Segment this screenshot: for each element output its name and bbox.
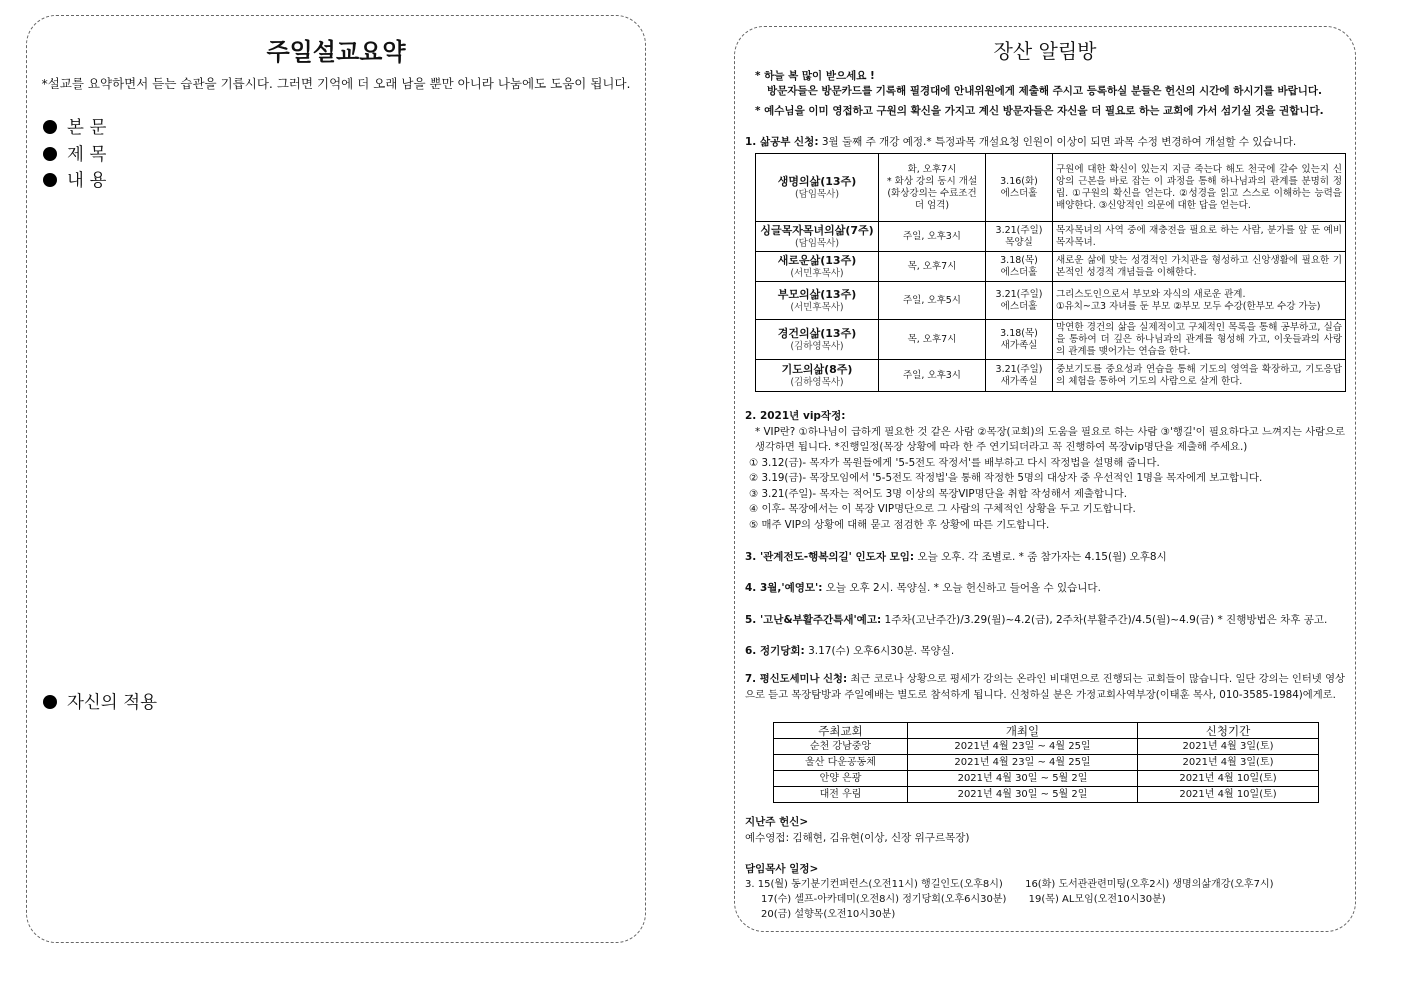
- course-time: 화, 오후7시 * 화상 강의 동시 개설 (화상강의는 수료조건 더 엄격): [879, 154, 986, 222]
- seminar-header-host: 주최교회: [774, 723, 908, 739]
- course-description: 중보기도를 중요성과 연습을 통해 기도의 영역을 확장하고, 기도응답의 체험을 통하여 기도의 사람으로 살게 한다.: [1053, 360, 1346, 392]
- application-item: 자신의 적용: [43, 689, 157, 714]
- section-seminar: 7. 평신도세미나 신청: 최근 코로나 상황으로 평세가 강의는 온라인 비대면으로 진행되는 교회들이 많습니다. 일단 강의는 인터넷 영상으로 듣고 목장탐방과 주일예배는 별도로 참석하게 됩니다. 신청하실 분은 가정교회사역부장(이태훈 목사, 010-3585-1984)에게로.: [745, 673, 1345, 701]
- course-teacher: (서민후목사): [790, 301, 844, 313]
- course-title: 부모의삶(13주): [777, 287, 857, 301]
- course-table: [755, 153, 1346, 392]
- course-start: 3.18(목) 새가족실: [986, 320, 1053, 360]
- course-title: 새로운삶(13주): [777, 253, 857, 267]
- course-description: 막연한 경건의 삶을 실제적이고 구체적인 목록을 통해 공부하고, 실습을 통하여 더 깊은 하나님과의 관계를 형성해 가고, 이웃들과의 사랑의 관계를 맺어가는 연습을 한다.: [1053, 320, 1346, 360]
- section-relationship-evangelism: 3. '관계전도-행복의길' 인도자 모임: 오늘 오후. 각 조별로. * 줌 참가자는 4.15(월) 오후8시: [745, 551, 1167, 563]
- schedule-line: 3. 15(월) 동기분기컨퍼런스(오전11시) 행길인도(오후8시) 16(화) 도서관관련미팅(오후2시) 생명의삶개강(오후7시): [745, 879, 1274, 890]
- sermon-summary-title: 주일설교요약: [266, 38, 406, 66]
- course-time: 주일, 오후5시: [879, 282, 986, 320]
- vip-line: ② 3.19(금)- 목장모임에서 '5-5전도 작정법'을 통해 작정한 5명의 대상자 중 우선적인 1명을 목자에게 보고합니다.: [749, 472, 1263, 484]
- text-item: 본 문: [43, 114, 106, 139]
- course-row: [756, 282, 1346, 320]
- course-title: 경건의삶(13주): [777, 326, 857, 340]
- course-start: 3.21(주일) 새가족실: [986, 360, 1053, 392]
- course-time: 목, 오후7시: [879, 252, 986, 282]
- course-description: 새로운 삶에 맞는 성경적인 가치관을 형성하고 신앙생활에 필요한 기본적인 성경적 개념들을 이해한다.: [1053, 252, 1346, 282]
- seminar-table: [773, 722, 1319, 803]
- course-name: [756, 320, 879, 360]
- bullet-icon: [43, 147, 57, 161]
- course-name: [756, 360, 879, 392]
- believer-notice: * 예수님을 이미 영접하고 구원의 확신을 가지고 계신 방문자들은 자신을 더 필요로 하는 교회에 가서 섬기실 것을 권합니다.: [755, 105, 1324, 117]
- vip-line: ⑤ 매주 VIP의 상황에 대해 묻고 점검한 후 상황에 따른 기도합니다.: [749, 518, 1050, 531]
- course-row: [756, 320, 1346, 360]
- course-row: [756, 252, 1346, 282]
- course-row: [756, 222, 1346, 252]
- course-time: 주일, 오후3시: [879, 222, 986, 252]
- course-title: 싱글목자목녀의삶(7주): [760, 223, 874, 237]
- bullet-icon: [43, 695, 57, 709]
- schedule-line: 20(금) 설향목(오전10시30분): [761, 909, 896, 920]
- vip-line: ④ 이후- 목장에서는 이 목장 VIP명단으로 그 사람의 구체적인 상황을 두고 기도합니다.: [749, 503, 1136, 515]
- course-teacher: (김하영목사): [790, 376, 844, 388]
- course-start: 3.21(주일) 목양실: [986, 222, 1053, 252]
- vip-line: * VIP란? ①하나님이 급하게 필요한 것 같은 사람 ②목장(교회)의 도움을 필요로 하는 사람 ③'행길'이 필요하다고 느껴지는 사람으로 생각하면 됩니다. *진행일정(목장 상황에 따라 한 주 연기되더라고 꼭 진행하여 목장vip명단을 제출해 주세요.): [755, 425, 1345, 453]
- section-yeyoungmo: 4. 3월,'예영모': 오늘 오후 2시. 목양실. * 오늘 헌신하고 들어올 수 있습니다.: [745, 582, 1101, 594]
- course-time: 목, 오후7시: [879, 320, 986, 360]
- section-special-prayer: 5. '고난&부활주간특새'예고: 1주차(고난주간)/3.29(월)~4.2(금), 2주차(부활주간)/4.5(월)~4.9(금) * 진행방법은 차후 공고.: [745, 614, 1328, 626]
- course-name: [756, 154, 879, 222]
- course-start: 3.21(주일) 에스더홀: [986, 282, 1053, 320]
- bullet-icon: [43, 173, 57, 187]
- course-start: 3.18(목) 에스더홀: [986, 252, 1053, 282]
- course-time: 주일, 오후3시: [879, 360, 986, 392]
- table-row: 대전 우림 2021년 4월 30일 ~ 5월 2일 2021년 4월 10일(토): [774, 787, 1319, 803]
- table-row: 울산 다운공동체 2021년 4월 23일 ~ 4월 25일 2021년 4월 3일(토): [774, 755, 1319, 771]
- visitor-notice: * 하늘 복 많이 받으세요 ! 방문자들은 방문카드를 기록해 필경대에 안내위원에게 제출해 주시고 등록하실 분들은 헌신의 시간에 하시기를 바랍니다.: [755, 70, 1323, 97]
- course-teacher: (담임목사): [794, 188, 840, 200]
- course-title: 기도의삶(8주): [781, 362, 853, 376]
- course-name: [756, 252, 879, 282]
- sermon-summary-panel: [26, 15, 646, 943]
- vip-line: ① 3.12(금)- 목자가 목원들에게 '5-5전도 작정서'를 배부하고 다시 작정법을 설명해 줍니다.: [749, 456, 1160, 469]
- content-item: 내 용: [43, 167, 106, 192]
- course-row: [756, 360, 1346, 392]
- title-item: 제 목: [43, 141, 106, 166]
- course-title: 생명의삶(13주): [777, 174, 857, 188]
- vip-line: ③ 3.21(주일)- 목자는 적어도 3명 이상의 목장VIP명단을 취합 작성해서 제출합니다.: [749, 487, 1127, 500]
- course-name: [756, 222, 879, 252]
- course-teacher: (서민후목사): [790, 267, 844, 279]
- announcements-title: 장산 알림방: [993, 39, 1097, 63]
- section-session-meeting: 6. 정기당회: 3.17(수) 오후6시30분. 목양실.: [745, 645, 955, 657]
- course-description: 목자목녀의 사역 중에 재충전을 필요로 하는 사람, 분가를 앞 둔 예비 목자목녀.: [1053, 222, 1346, 252]
- course-start: 3.16(화) 에스더홀: [986, 154, 1053, 222]
- table-row: 순천 강남중앙 2021년 4월 23일 ~ 4월 25일 2021년 4월 3일(토): [774, 739, 1319, 755]
- course-teacher: (담임목사): [794, 237, 840, 249]
- course-name: [756, 282, 879, 320]
- announcements-panel: [734, 26, 1356, 932]
- schedule-line: 17(수) 셀프-아카데미(오전8시) 정기당회(오후6시30분) 19(목) AL모임(오전10시30분): [761, 894, 1166, 905]
- course-description: 구원에 대한 확신이 있는지 지금 죽는다 해도 천국에 갈수 있는지 신앙의 근본을 바로 잡는 이 과정을 통해 하나님과의 관계를 분명히 정립. ①구원의 확신을 얻는다. ②성경을 읽고 스스로 이해하는 능력을 배양한다. ③신앙적인 의문에 대한 답을 얻는다.: [1053, 154, 1346, 222]
- bullet-icon: [43, 120, 57, 134]
- seminar-header-apply: 신청기간: [1138, 723, 1319, 739]
- sermon-summary-note: *설교를 요약하면서 듣는 습관을 기릅시다. 그러면 기억에 더 오래 남을 뿐만 아니라 나눔에도 도움이 됩니다.: [41, 76, 631, 91]
- section-life-study: 1. 삶공부 신청: 3월 둘째 주 개강 예정.* 특정과목 개설요청 인원이 이상이 되면 과목 수정 변경하여 개설할 수 있습니다.: [745, 136, 1297, 148]
- course-description: 그리스도인으로서 부모와 자식의 새로운 관계. ①유치~고3 자녀를 둔 부모 ②부모 모두 수강(한부모 수강 가능): [1053, 282, 1346, 320]
- course-row: [756, 154, 1346, 222]
- section-offering: 지난주 헌신> 예수영접: 김해현, 김유현(이상, 신장 위구르목장): [745, 816, 970, 844]
- seminar-header-date: 개최일: [908, 723, 1138, 739]
- course-teacher: (김하영목사): [790, 340, 844, 352]
- section-pastor-schedule: 담임목사 일정> 3. 15(월) 동기분기컨퍼런스(오전11시) 행길인도(오후8시) 16(화) 도서관관련미팅(오후2시) 생명의삶개강(오후7시) 17(수) 셀프-아카데미(오전8시) 정기당회(오후6시30분) 19(목) AL모임(오전10시30분) 20(금) 설향목(오전10시30분): [745, 862, 1345, 922]
- section-vip: 2. 2021년 vip작정: * VIP란? ①하나님이 급하게 필요한 것 같은 사람 ②목장(교회)의 도움을 필요로 하는 사람 ③'행길'이 필요하다고 느껴지는 사람으로 생각하면 됩니다. *진행일정(목장 상황에 따라 한 주 연기되더라고 꼭 진행하여 목장vip명단을 제출해 주세요.) ① 3.12(금)- 목자가 목원들에게 '5-5전도 작정서'를 배부하고 다시 작정법을 설명해 줍니다. ② 3.19(금)- 목장모임에서 '5-5전도 작정법'을 통해 작정한 5명의 대상자 중 우선적인 1명을 목자에게 보고합니다. ③ 3.21(주일)- 목자는 적어도 3명 이상의 목장VIP명단을 취합 작성해서 제출합니다. ④ 이후- 목장에서는 이 목장 VIP명단으로 그 사람의 구체적인 상황을 두고 기도합니다. ⑤ 매주 VIP의 상황에 대해 묻고 점검한 후 상황에 따른 기도합니다.: [745, 409, 1345, 533]
- table-row: 안양 은광 2021년 4월 30일 ~ 5월 2일 2021년 4월 10일(토): [774, 771, 1319, 787]
